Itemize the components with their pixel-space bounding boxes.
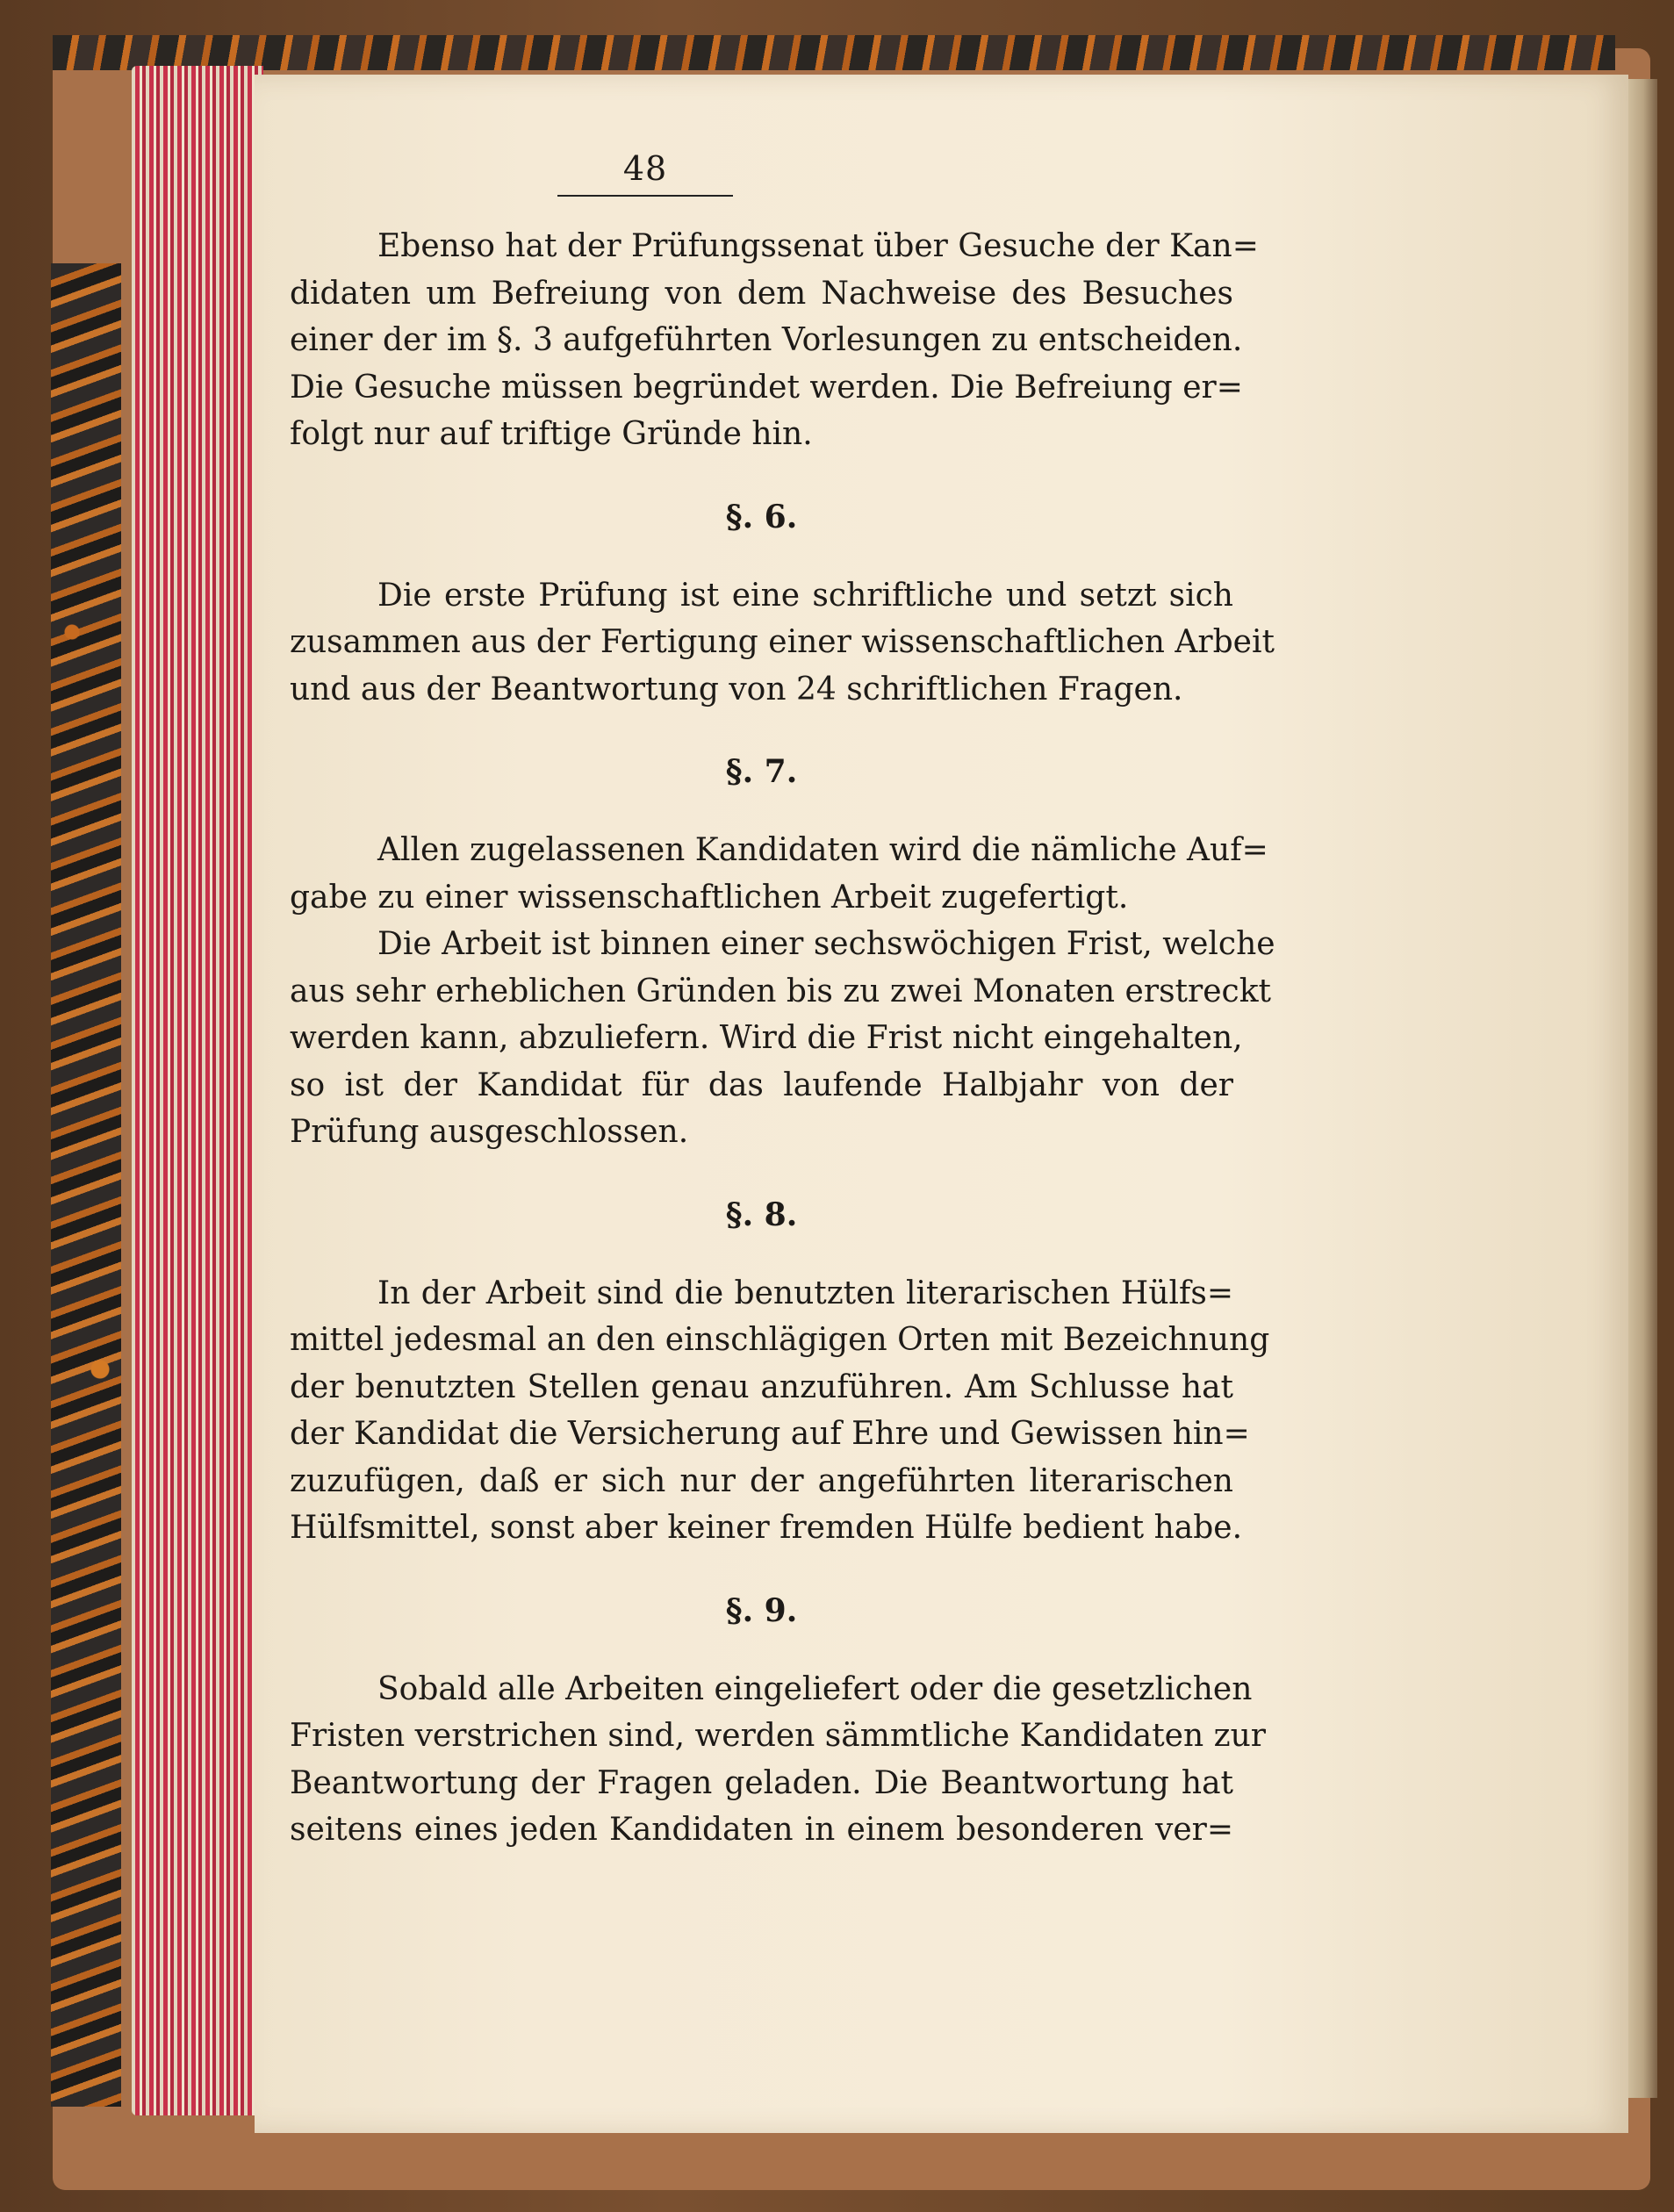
text-line: und aus der Beantwortung von 24 schriftlichen Fragen. xyxy=(290,671,1183,707)
text-line: Prüfung ausgeschlossen. xyxy=(290,1114,689,1150)
red-page-edges xyxy=(132,66,263,2115)
page-number: 48 xyxy=(557,149,733,197)
text-line: Sobald alle Arbeiten eingeliefert oder die gesetzlichen xyxy=(377,1670,1253,1707)
text-line: der Kandidat die Versicherung auf Ehre und Gewissen hin= xyxy=(290,1416,1250,1452)
section-9-paragraph xyxy=(290,1666,1266,1854)
section-8-paragraph xyxy=(290,1270,1270,1552)
text-line: Fristen verstrichen sind, werden sämmtliche Kandidaten zur xyxy=(290,1718,1266,1754)
text-line: der benutzten Stellen genau anzuführen. Am Schlusse hat xyxy=(290,1368,1233,1405)
text-line: Die Gesuche müssen begründet werden. Die Befreiung er= xyxy=(290,369,1243,406)
marbled-cover-left xyxy=(51,263,121,2107)
text-line: Die Arbeit ist binnen einer sechswöchigen Frist, welche xyxy=(377,926,1275,962)
section-heading-6: §. 6. xyxy=(725,498,798,535)
section-6-paragraph xyxy=(290,572,1275,714)
text-line: mittel jedesmal an den einschlägigen Orten mit Bezeichnung xyxy=(290,1322,1270,1358)
text-line: Die erste Prüfung ist eine schriftliche und setzt sich xyxy=(377,577,1233,614)
text-line: Ebenso hat der Prüfungssenat über Gesuche der Kan= xyxy=(377,228,1259,264)
text-line: didaten um Befreiung von dem Nachweise des Besuches xyxy=(290,275,1233,312)
text-line: werden kann, abzuliefern. Wird die Frist nicht eingehalten, xyxy=(290,1020,1243,1056)
text-line: so ist der Kandidat für das laufende Halbjahr von der xyxy=(290,1066,1233,1103)
section-heading-7: §. 7. xyxy=(725,753,798,790)
marbled-cover-top xyxy=(53,35,1615,70)
section-heading-9: §. 9. xyxy=(725,1591,798,1629)
text-line: zusammen aus der Fertigung einer wissenschaftlichen Arbeit xyxy=(290,624,1275,660)
text-line: Beantwortung der Fragen geladen. Die Beantwortung hat xyxy=(290,1764,1233,1801)
intro-paragraph xyxy=(290,223,1259,458)
text-line: aus sehr erheblichen Gründen bis zu zwei Monaten erstreckt xyxy=(290,973,1271,1009)
text-line: zuzufügen, daß er sich nur der angeführten literarischen xyxy=(290,1462,1233,1499)
text-line: In der Arbeit sind die benutzten literarischen Hülfs= xyxy=(377,1275,1233,1311)
page-text xyxy=(290,149,1275,1854)
text-line: seitens eines jeden Kandidaten in einem besonderen ver= xyxy=(290,1812,1233,1848)
text-line: Allen zugelassenen Kandidaten wird die nämliche Auf= xyxy=(377,832,1268,868)
section-7-paragraph-1 xyxy=(290,827,1268,921)
text-line: Hülfsmittel, sonst aber keiner fremden Hülfe bedient habe. xyxy=(290,1510,1243,1546)
section-7-paragraph-2 xyxy=(290,921,1275,1156)
text-line: gabe zu einer wissenschaftlichen Arbeit zugefertigt. xyxy=(290,879,1129,916)
text-line: folgt nur auf triftige Gründe hin. xyxy=(290,416,813,452)
text-line: einer der im §. 3 aufgeführten Vorlesungen zu entscheiden. xyxy=(290,322,1243,358)
section-heading-8: §. 8. xyxy=(725,1196,798,1233)
